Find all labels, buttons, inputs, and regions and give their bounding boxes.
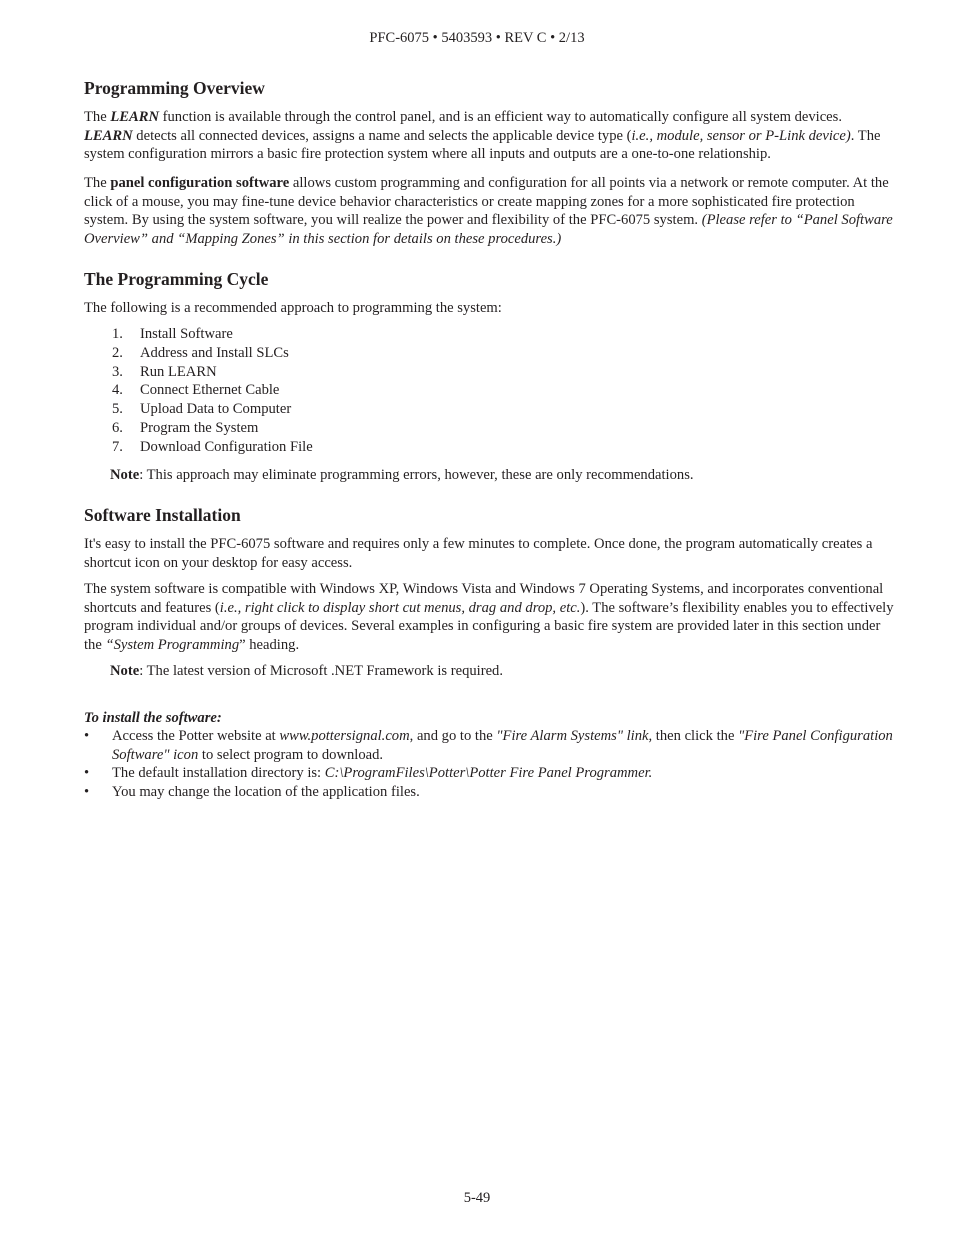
bullet-icon: •	[84, 783, 90, 800]
section-reference: “System Programming	[105, 636, 240, 653]
step-text: Download Configuration File	[140, 438, 313, 455]
heading-programming-overview: Programming Overview	[84, 78, 265, 98]
list-item	[84, 727, 899, 764]
list-item	[112, 381, 313, 400]
text: The	[84, 109, 111, 125]
device-types: i.e., module, sensor or P-Link device)	[631, 127, 851, 144]
step-number: 6.	[112, 419, 123, 436]
text: . The system configuration mirrors a basic fire protection system where all inputs and outputs are a one-to-one relationship.	[84, 127, 881, 163]
step-number: 1.	[112, 326, 123, 342]
text: You may change the location of the application files.	[112, 783, 420, 800]
install-paragraph-2	[84, 580, 899, 654]
page-header: PFC-6075 • 5403593 • REV C • 2/13	[369, 30, 585, 46]
list-item	[112, 438, 313, 457]
step-number: 5.	[112, 401, 123, 418]
list-item	[112, 400, 313, 419]
install-steps-list	[84, 727, 899, 801]
text: , and go to the	[409, 728, 497, 744]
text: function is available through the control panel, and is an efficient way to automatically configure all system devices.	[159, 109, 842, 125]
list-item	[112, 363, 313, 382]
list-item	[84, 783, 899, 802]
heading-programming-cycle: The Programming Cycle	[84, 269, 269, 289]
install-directory: C:\ProgramFiles\Potter\Potter Fire Panel Programmer.	[324, 765, 653, 782]
text: Access the Potter website at	[112, 728, 280, 744]
note-text: : The latest version of Microsoft .NET Framework is required.	[139, 663, 504, 679]
features-examples: i.e., right click to display short cut menus, drag and drop, etc.	[219, 599, 581, 616]
list-item	[112, 325, 313, 344]
note-label: Note	[110, 467, 140, 483]
list-item	[112, 344, 313, 363]
learn-term: LEARN	[84, 127, 133, 144]
overview-paragraph-2	[84, 174, 899, 248]
text: The	[84, 175, 111, 191]
website-link[interactable]: www.pottersignal.com	[279, 728, 410, 744]
install-howto-title: To install the software:	[84, 710, 222, 726]
install-paragraph-1: It's easy to install the PFC-6075 software and requires only a few minutes to complete. Once done, the program automatically creates a shortcut icon on your desktop for easy access.	[84, 536, 873, 571]
list-item	[84, 764, 899, 783]
text: detects all connected devices, assigns a name and selects the applicable device type (	[132, 127, 632, 144]
note-text: : This approach may eliminate programming errors, however, these are only recommendations.	[139, 467, 694, 483]
text: The system software is compatible with Windows XP, Windows Vista and Windows 7 Operating Systems, and incorporates conventional shortcuts and features (	[84, 581, 884, 616]
software-term: panel configuration software	[110, 175, 290, 191]
step-number: 7.	[112, 438, 123, 455]
bullet-icon: •	[84, 765, 90, 782]
overview-paragraph-1	[84, 108, 899, 164]
install-note	[110, 662, 899, 681]
step-number: 2.	[112, 344, 123, 361]
step-number: 4.	[112, 382, 123, 399]
reference-note: (Please refer to “Panel Software Overview” and “Mapping Zones” in this section for details on these procedures.)	[84, 212, 893, 247]
programming-steps-list	[112, 325, 313, 457]
page-number: 5-49	[463, 1190, 491, 1206]
text: ). The software’s flexibility enables you to effectively program individual and/or groups of devices. Several examples in configuring a basic fire system are provided later in this section under the	[84, 599, 894, 653]
bullet-icon: •	[84, 728, 90, 744]
note-label: Note	[110, 663, 140, 679]
step-text: Connect Ethernet Cable	[140, 382, 280, 399]
step-number: 3.	[112, 363, 123, 380]
step-text: Install Software	[140, 326, 233, 342]
heading-software-installation: Software Installation	[84, 505, 241, 525]
list-item	[112, 419, 313, 438]
cycle-note	[110, 466, 899, 485]
step-text: Run LEARN	[140, 363, 217, 380]
step-text: Address and Install SLCs	[140, 344, 289, 361]
step-text: Upload Data to Computer	[140, 401, 292, 418]
software-icon-reference: "Fire Panel Configuration Software" icon	[112, 728, 893, 763]
fire-alarm-systems-link: "Fire Alarm Systems" link,	[496, 728, 653, 744]
text: ” heading.	[239, 636, 300, 653]
cycle-intro: The following is a recommended approach to programming the system:	[84, 300, 502, 316]
learn-term: LEARN	[110, 109, 159, 125]
text: The default installation directory is:	[112, 765, 325, 782]
text: allows custom programming and configuration for all points via a network or remote computer. At the click of a mouse, you may fine-tune device behavior characteristics or create mapping zones for a more sophisticated fire protection system. By using the system software, you will realize the power and flexibility of the PFC-6075 system.	[84, 175, 889, 229]
step-text: Program the System	[140, 419, 259, 436]
text: then click the	[652, 728, 739, 744]
text: to select program to download.	[198, 746, 384, 763]
